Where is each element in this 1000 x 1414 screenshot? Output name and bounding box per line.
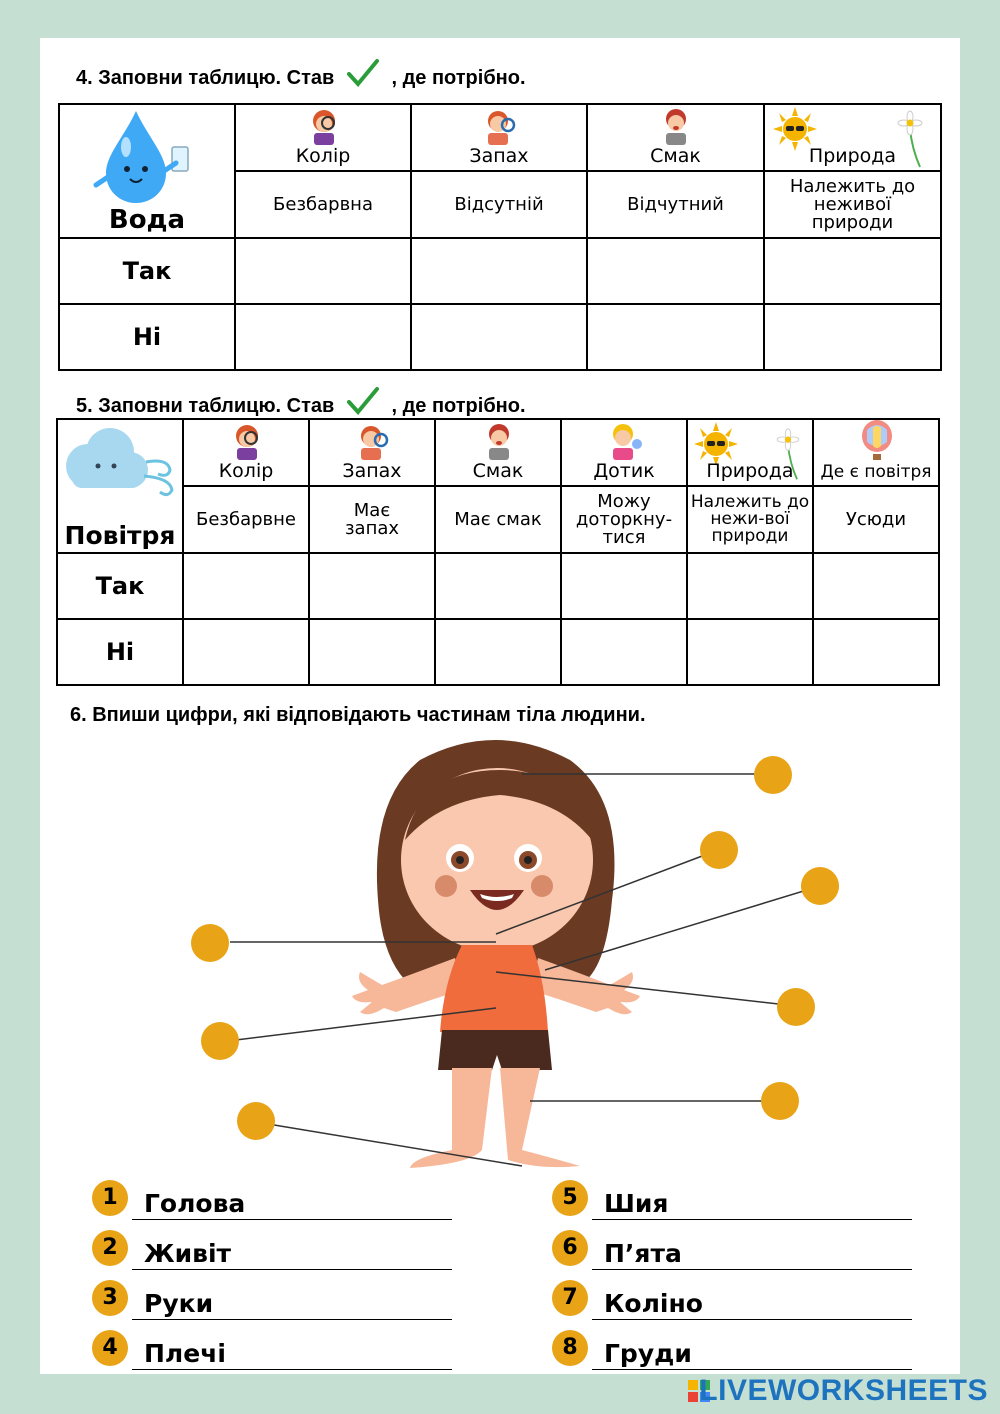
property-nature: Належить до нежи-вої природи (687, 486, 813, 553)
header-smell: Запах (411, 104, 587, 171)
property-smell: Відсутній (411, 171, 587, 238)
legend-number: 3 (92, 1280, 128, 1316)
header-smell: Запах (309, 419, 435, 486)
answer-dot[interactable] (191, 924, 229, 962)
legend-word: Живіт (144, 1239, 231, 1268)
water-corner-label: Вода (108, 205, 186, 235)
answer-dot[interactable] (237, 1102, 275, 1140)
legend-item (552, 1280, 912, 1320)
property-nature: Належить до неживої природи (764, 171, 941, 238)
shorts (438, 1030, 552, 1070)
air-corner-label: Повітря (64, 521, 176, 550)
legend-number: 6 (552, 1230, 588, 1266)
header-color: Колір (183, 419, 309, 486)
legend-item (552, 1330, 912, 1370)
shirt (440, 945, 548, 1032)
legend-item (92, 1180, 452, 1220)
task5-title: 5. Заповни таблицю. Став , де потрібно. (76, 386, 526, 418)
legend-word: Плечі (144, 1339, 226, 1368)
answer-dot[interactable] (777, 988, 815, 1026)
legend-word: Голова (144, 1189, 246, 1218)
row-label-no: Ні (59, 304, 235, 370)
header-nature: Природа (687, 419, 813, 486)
legend-number: 1 (92, 1180, 128, 1216)
legend-number: 2 (92, 1230, 128, 1266)
property-color: Безбарвна (235, 171, 411, 238)
header-where-air: Де є повітря (813, 419, 939, 486)
header-nature: Природа (764, 104, 941, 171)
legend-item (92, 1330, 452, 1370)
property-touch: Можу доторкну-тися (561, 486, 687, 553)
legend-word: П’ята (604, 1239, 682, 1268)
liveworksheets-brand[interactable]: LIVEWORKSHEETS (699, 1374, 988, 1407)
task6-title: 6. Впиши цифри, які відповідають частинам тіла людини. (70, 704, 646, 726)
row-label-no: Ні (57, 619, 183, 685)
legend-word: Шия (604, 1189, 669, 1218)
legs (410, 1068, 580, 1168)
legend-item (552, 1180, 912, 1220)
row-label-yes: Так (59, 238, 235, 304)
header-taste: Смак (587, 104, 764, 171)
task4-title: 4. Заповни таблицю. Став , де потрібно. (76, 58, 526, 90)
legend-number: 4 (92, 1330, 128, 1366)
property-where-air: Усюди (813, 486, 939, 553)
legend-number: 8 (552, 1330, 588, 1366)
legend-item (92, 1230, 452, 1270)
header-touch: Дотик (561, 419, 687, 486)
answer-dot[interactable] (754, 756, 792, 794)
legend-item (552, 1230, 912, 1270)
answer-dot[interactable] (201, 1022, 239, 1060)
legend-word: Руки (144, 1289, 214, 1318)
answer-dot[interactable] (700, 831, 738, 869)
header-taste: Смак (435, 419, 561, 486)
answer-dot[interactable] (761, 1082, 799, 1120)
property-color: Безбарвне (183, 486, 309, 553)
legend-number: 5 (552, 1180, 588, 1216)
property-taste: Відчутний (587, 171, 764, 238)
legend-number: 7 (552, 1280, 588, 1316)
header-color: Колір (235, 104, 411, 171)
legend-item (92, 1280, 452, 1320)
answer-dot[interactable] (801, 867, 839, 905)
property-taste: Має смак (435, 486, 561, 553)
legend-word: Груди (604, 1339, 692, 1368)
legend-word: Коліно (604, 1289, 703, 1318)
row-label-yes: Так (57, 553, 183, 619)
property-smell: Має запах (309, 486, 435, 553)
